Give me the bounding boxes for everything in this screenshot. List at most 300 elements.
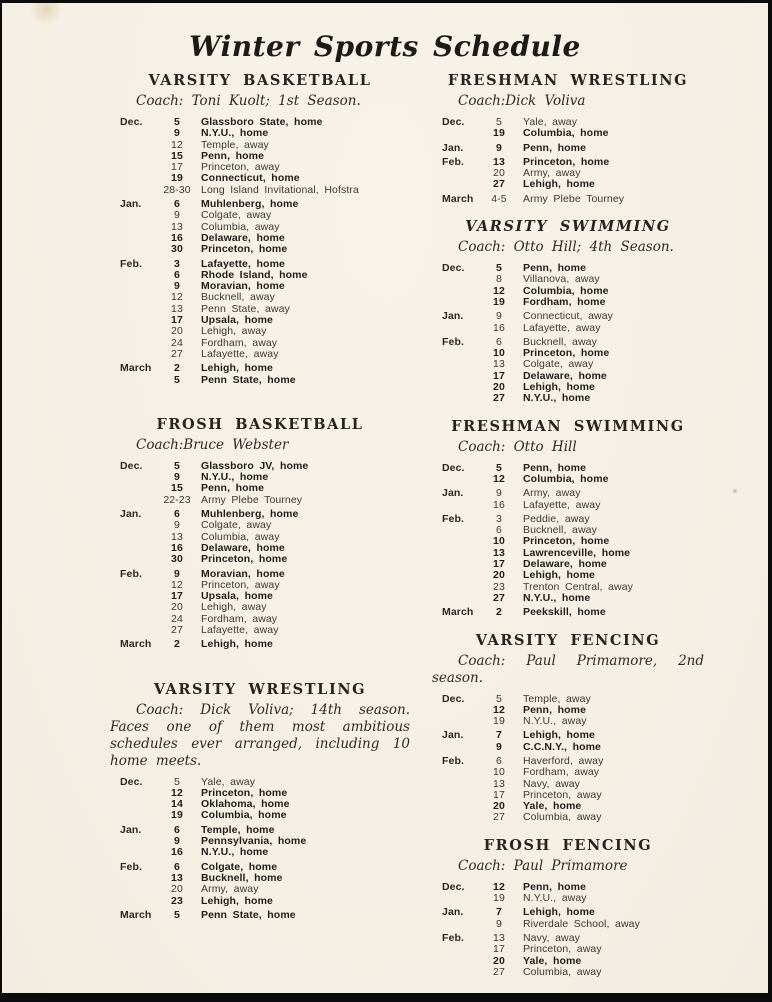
game-opponent: Columbia, away [523,965,602,978]
game-opponent: Upsala, home [201,590,273,603]
game-date: 13 [171,871,183,884]
game-opponent: Princeton, away [201,578,280,591]
month-group [120,509,410,565]
month-label [120,520,162,531]
game-opponent: Columbia, home [523,127,609,140]
game-opponent: Lafayette, home [201,257,285,270]
game-opponent: N.Y.U., home [523,392,591,405]
schedule-row [120,326,410,337]
schedule-row [442,488,704,499]
game-opponent: C.C.N.Y., home [523,740,601,753]
month-label: Jan. [442,729,464,742]
month-group [442,143,704,154]
month-label [120,222,162,233]
game-opponent: Lehigh, home [523,381,595,394]
month-label [442,359,484,370]
game-date: 9 [174,519,180,532]
game-opponent: Glassboro State, home [201,116,323,128]
game-date: 17 [171,314,183,327]
game-opponent: Army Plebe Tourney [523,192,625,205]
month-label [442,128,484,139]
game-date: 19 [171,172,183,185]
game-date: 27 [493,178,505,191]
month-label [442,297,484,308]
game-opponent: N.Y.U., home [201,127,269,140]
schedule-row [442,474,704,485]
game-date: 13 [171,530,183,543]
month-label [442,779,484,790]
schedule [432,882,704,978]
game-date: 27 [171,623,183,636]
game-opponent: Muhlenberg, home [201,508,299,521]
section-heading: FROSH FENCING [483,836,653,854]
month-label [120,543,162,554]
schedule [432,694,704,824]
month-label: March [120,362,152,375]
month-label [120,375,162,386]
game-opponent: Lehigh, home [523,569,595,582]
month-label [120,847,162,858]
game-date: 13 [493,777,505,790]
game-opponent: Columbia, away [201,530,280,543]
month-label [442,474,484,485]
page-title: Winter Sports Schedule [189,30,581,63]
game-opponent: Penn, home [523,461,587,474]
month-label [120,210,162,221]
section-heading: FRESHMAN SWIMMING [451,417,685,435]
game-opponent: Penn State, home [201,908,296,921]
game-opponent: Temple, away [523,692,591,705]
game-opponent: Lehigh, away [201,601,267,614]
month-label [442,790,484,801]
game-opponent: Rhode Island, home [201,268,308,281]
game-date: 16 [171,231,183,244]
game-opponent: Columbia, home [523,472,609,485]
game-date: 2 [496,606,502,619]
month-group [120,117,410,196]
month-label [442,593,484,604]
month-label: Jan. [120,508,142,521]
schedule-row [442,311,704,322]
game-date: 20 [171,325,183,338]
month-label: Jan. [442,310,464,323]
sport-section [432,218,704,405]
game-date: 5 [174,459,180,472]
game-date: 12 [493,703,505,716]
month-label [120,602,162,613]
schedule-row [120,495,410,506]
game-date: 6 [496,754,502,767]
game-opponent: Lehigh, home [523,178,595,191]
schedule-row [120,884,410,895]
game-opponent: Princeton, away [523,943,602,956]
month-group [442,263,704,308]
paper-page [2,3,768,993]
schedule-row [120,896,410,907]
game-date: 3 [496,512,502,525]
schedule-row [442,944,704,955]
game-opponent: Trenton Central, away [523,580,634,593]
game-date: 16 [493,498,505,511]
sport-section [110,72,410,386]
month-label [120,788,162,799]
game-opponent: Army, away [523,487,581,500]
game-opponent: Army, away [201,883,259,896]
month-label: Dec. [442,461,465,474]
game-opponent: Upsala, home [201,314,273,327]
month-label [442,919,484,930]
game-opponent: Penn, home [523,880,587,893]
game-date: 9 [496,917,502,930]
month-label: Feb. [442,335,464,348]
game-date: 9 [174,567,180,580]
month-label [442,801,484,812]
game-date: 6 [496,524,502,537]
game-opponent: Princeton, home [523,535,610,548]
game-date: 12 [171,291,183,304]
month-label: Feb. [120,860,142,873]
month-group [442,194,704,205]
month-label: Dec. [120,775,143,788]
month-label [442,168,484,179]
month-label: Feb. [442,512,464,525]
game-date: 9 [174,209,180,222]
month-label [442,348,484,359]
game-date: 20 [493,381,505,394]
month-group [120,825,410,859]
month-group [442,463,704,486]
month-label [442,582,484,593]
left-column [110,72,410,978]
game-opponent: Lawrenceville, home [523,546,631,559]
game-opponent: Penn, home [523,262,587,275]
month-label [442,944,484,955]
game-date: 12 [493,472,505,485]
game-opponent: Lehigh, home [201,894,273,907]
schedule-row [120,873,410,884]
month-label [120,799,162,810]
month-group [120,639,410,650]
game-opponent: Columbia, away [201,220,280,233]
schedule-row [120,244,410,255]
right-column [432,72,704,978]
month-label [442,382,484,393]
section-heading: VARSITY SWIMMING [465,218,671,236]
sport-section [110,681,410,922]
month-label: Dec. [442,262,465,275]
game-date: 9 [174,280,180,293]
sport-section [432,72,704,205]
game-opponent: Penn, home [523,141,587,154]
game-date: 30 [171,243,183,256]
game-date: 5 [496,262,502,275]
month-label: Feb. [442,155,464,168]
month-group [442,907,704,930]
month-label [442,967,484,978]
month-group [120,910,410,921]
month-group [120,862,410,907]
schedule-row [120,128,410,139]
game-date: 9 [496,310,502,323]
schedule-row [442,143,704,154]
game-opponent: Connecticut, away [523,310,613,323]
game-date: 5 [174,908,180,921]
game-date: 13 [493,358,505,371]
month-group [442,933,704,978]
month-label [120,173,162,184]
game-date: 12 [493,880,505,893]
game-opponent: Riverdale School, away [523,917,640,930]
schedule-row [120,554,410,565]
schedule-row [442,274,704,285]
month-label [442,525,484,536]
game-date: 20 [493,954,505,967]
game-date: 19 [493,295,505,308]
game-opponent: Bucknell, away [523,335,597,348]
game-opponent: Temple, away [201,138,269,151]
month-label [120,326,162,337]
month-label [120,304,162,315]
game-date: 20 [171,883,183,896]
game-opponent: Princeton, away [201,161,280,174]
game-date: 2 [174,638,180,651]
game-opponent: Princeton, home [201,786,288,799]
month-label [442,893,484,904]
game-date: 20 [171,601,183,614]
schedule-row [120,520,410,531]
schedule-row [442,393,704,404]
game-opponent: N.Y.U., away [523,715,587,728]
game-opponent: Yale, home [523,800,582,813]
game-date: 14 [171,798,183,811]
game-date: 13 [493,155,505,168]
game-opponent: Temple, home [201,823,275,836]
schedule-row [442,323,704,334]
game-opponent: Fordham, away [201,336,278,349]
game-date: 12 [171,786,183,799]
game-opponent: Delaware, home [201,231,285,244]
schedule-row [442,742,704,753]
game-opponent: Penn State, away [201,302,290,315]
month-label [442,536,484,547]
schedule [432,263,704,405]
month-label [120,140,162,151]
schedule-row [442,570,704,581]
game-date: 19 [493,892,505,905]
month-label [120,349,162,360]
month-label [442,716,484,727]
game-opponent: Moravian, home [201,567,285,580]
section-heading: FROSH BASKETBALL [156,415,364,433]
month-group [120,569,410,637]
month-label [120,472,162,483]
month-label: Feb. [120,257,142,270]
game-opponent: Moravian, home [201,280,285,293]
month-label [120,292,162,303]
game-date: 5 [174,775,180,788]
game-opponent: Yale, away [201,775,256,788]
month-label: Jan. [120,823,142,836]
month-group [442,607,704,618]
coach-line: Coach: Otto Hill; 4th Season. [458,239,674,256]
month-group [120,777,410,822]
game-opponent: Army, away [523,167,581,180]
month-group [442,157,704,191]
game-date: 13 [171,220,183,233]
schedule-row [120,375,410,386]
coach-line: Coach: Paul Primamore, 2nd season. [432,652,704,686]
month-label [120,495,162,506]
sport-section [432,837,704,978]
game-date: 19 [493,715,505,728]
game-date: 10 [493,347,505,360]
schedule-row [442,730,704,741]
game-opponent: Lafayette, away [523,321,601,334]
month-label [120,580,162,591]
game-opponent: Lehigh, home [201,638,273,651]
game-opponent: Princeton, home [523,155,610,168]
schedule-row [442,893,704,904]
month-group [442,311,704,334]
game-date: 10 [493,766,505,779]
game-date: 9 [174,471,180,484]
schedule [110,777,410,922]
game-date: 5 [496,692,502,705]
game-opponent: Connecticut, home [201,172,300,185]
game-date: 27 [493,392,505,405]
game-date: 20 [493,569,505,582]
month-label [120,896,162,907]
game-date: 12 [171,138,183,151]
month-label [120,315,162,326]
game-date: 3 [174,257,180,270]
schedule-row [120,472,410,483]
month-group [442,514,704,604]
game-date: 19 [171,809,183,822]
game-opponent: Penn State, home [201,373,296,386]
game-opponent: Bucknell, home [201,871,283,884]
month-group [442,730,704,753]
schedule-row [442,767,704,778]
schedule-row [120,602,410,613]
game-opponent: N.Y.U., home [201,471,269,484]
sport-section [432,418,704,619]
game-opponent: Muhlenberg, home [201,198,299,211]
schedule-row [120,910,410,921]
game-opponent: Glassboro JV, home [201,459,309,472]
month-label [120,873,162,884]
schedule-row [120,210,410,221]
game-date: 27 [493,811,505,824]
sport-section [110,416,410,651]
month-group [442,337,704,405]
schedule-row [120,625,410,636]
month-label: Feb. [442,754,464,767]
game-opponent: Penn, home [201,482,265,495]
game-date: 27 [493,965,505,978]
schedule-row [120,847,410,858]
game-date: 20 [493,167,505,180]
game-opponent: Bucknell, away [201,291,275,304]
schedule-row [120,140,410,151]
month-label: Jan. [442,487,464,500]
game-date: 19 [493,127,505,140]
month-label: March [120,638,152,651]
game-opponent: Navy, away [523,931,580,944]
game-opponent: Villanova, away [523,273,600,286]
schedule-row [442,812,704,823]
game-date: 13 [493,931,505,944]
month-label [120,810,162,821]
game-opponent: Columbia, away [523,811,602,824]
month-label: Feb. [120,567,142,580]
game-opponent: Columbia, home [201,809,287,822]
schedule-row [442,128,704,139]
game-date: 6 [174,268,180,281]
section-heading: VARSITY BASKETBALL [148,72,372,89]
month-label [442,274,484,285]
coach-line: Coach:Dick Voliva [458,93,586,109]
game-opponent: N.Y.U., away [523,892,587,905]
game-date: 5 [496,116,502,128]
schedule-row [120,185,410,196]
month-group [442,756,704,824]
month-label [120,185,162,196]
game-date: 15 [171,149,183,162]
month-label [120,591,162,602]
game-date: 17 [493,558,505,571]
month-label [442,179,484,190]
month-label [120,625,162,636]
month-group [442,117,704,140]
game-opponent: Delaware, home [523,369,607,382]
month-label [120,338,162,349]
game-opponent: N.Y.U., home [201,846,269,859]
month-group [442,694,704,728]
game-opponent: Princeton, home [523,347,610,360]
game-opponent: Haverford, away [523,754,604,767]
coach-line: Coach: Paul Primamore [458,857,628,874]
game-opponent: Bucknell, away [523,524,597,537]
game-date: 4-5 [491,192,507,205]
game-date: 17 [493,943,505,956]
month-label: March [442,606,474,619]
month-group [442,488,704,511]
game-date: 5 [174,116,180,128]
month-label [120,270,162,281]
game-date: 6 [174,823,180,836]
game-date: 5 [174,373,180,386]
month-label [120,151,162,162]
month-label [120,884,162,895]
month-label [120,233,162,244]
game-date: 12 [493,284,505,297]
game-opponent: Pennsylvania, home [201,835,307,848]
game-opponent: Lafayette, away [201,347,279,360]
month-label [442,559,484,570]
game-date: 20 [493,800,505,813]
month-label [120,532,162,543]
schedule-row [442,607,704,618]
month-label [442,371,484,382]
month-label: Dec. [120,116,143,128]
game-opponent: Colgate, away [201,519,272,532]
game-date: 16 [493,321,505,334]
month-label [442,286,484,297]
game-opponent: Yale, home [523,954,582,967]
schedule-row [120,349,410,360]
game-opponent: Columbia, home [523,284,609,297]
